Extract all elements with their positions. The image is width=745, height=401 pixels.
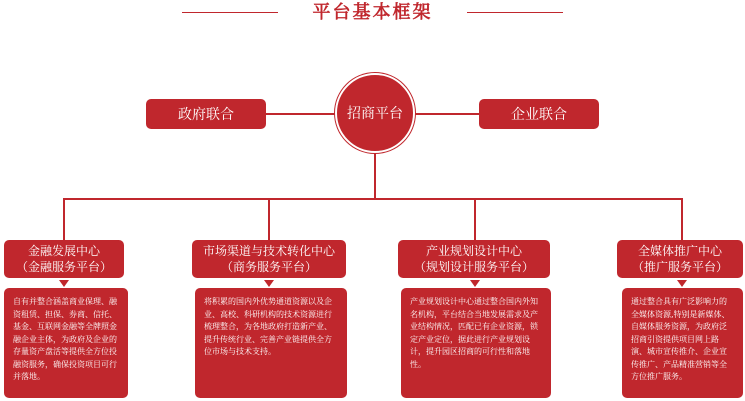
category-name: 产业规划设计中心: [425, 244, 522, 258]
description-planning: 产业规划设计中心通过整合国内外知名机构，平台结合当地发展需求及产业结构情况，匹配已有企业资源，锁定产业定位，据此进行产业规划设计，提升园区招商的可行性和落地性。: [401, 288, 551, 398]
description-market-tech: 将积累的国内外优势通道资源以及企业、高校、科研机构的技术资源进行梳理整合，为各地政府打造新产业、提升传统行业、完善产业链提供全方位市场与技术支持。: [195, 288, 347, 398]
category-sub: （商务服务平台）: [220, 260, 317, 274]
government-partner-box: 政府联合: [146, 99, 266, 129]
category-sub: （规划设计服务平台）: [413, 260, 534, 274]
category-name: 金融发展中心: [27, 244, 100, 258]
category-media: [617, 240, 743, 278]
arrow-down-icon: [677, 280, 687, 287]
page-title: 平台基本框架: [312, 2, 433, 23]
category-finance: [4, 240, 124, 278]
arrow-down-icon: [59, 280, 69, 287]
category-name: 全媒体推广中心: [637, 244, 722, 258]
platform-hub-circle: 招商平台: [335, 73, 415, 153]
category-sub: （推广服务平台）: [631, 260, 728, 274]
arrow-down-icon: [470, 280, 480, 287]
category-planning: [398, 240, 550, 278]
arrow-down-icon: [264, 280, 274, 287]
category-name: 市场渠道与技术转化中心: [202, 244, 335, 258]
description-media: 通过整合具有广泛影响力的全媒体资源,特别是新媒体、自媒体服务资源，为政府泛招商引资提供项目网上路演、城市宣传推介、企业宣传推广、产品精准营销等全方位推广服务。: [622, 288, 743, 398]
description-finance: 自有并整合涵盖商业保理、融资租赁、担保、券商、信托、基金、互联网金融等全牌照金融企业主体，为政府及企业的存量资产盘活等提供全方位投融资服务，确保投资项目可行并落地。: [4, 288, 128, 398]
enterprise-partner-box: 企业联合: [479, 99, 599, 129]
category-market-tech: [192, 240, 346, 278]
category-sub: （金融服务平台）: [15, 260, 112, 274]
